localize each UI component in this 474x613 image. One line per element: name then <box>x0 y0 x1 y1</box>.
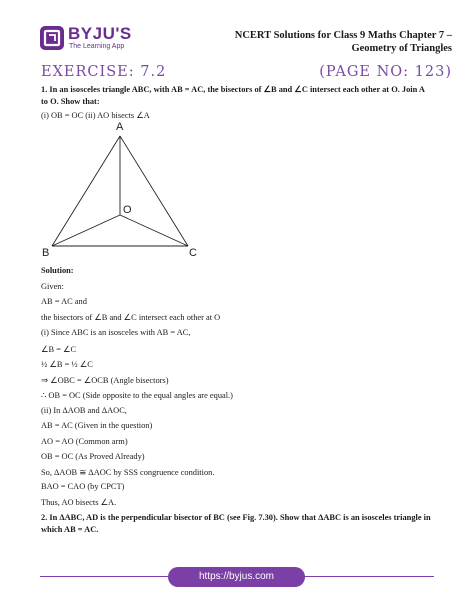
side-ac <box>120 136 188 246</box>
header-title-line2: Geometry of Triangles <box>351 43 452 54</box>
question-2-text: 2. In ΔABC, AD is the perpendicular bisector of BC (see Fig. 7.30). Show that ΔABC is an isosceles triangle in which AB = AC. <box>41 513 431 534</box>
solution-heading: Solution: <box>41 266 74 275</box>
header-title-line1: NCERT Solutions for Class 9 Maths Chapter 7 – <box>234 30 452 41</box>
solution-line: AB = AC and <box>41 297 87 306</box>
exercise-heading: EXERCISE: 7.2 <box>41 64 167 80</box>
triangle-diagram <box>38 118 218 260</box>
segment-co <box>120 215 188 246</box>
solution-line: AO = AO (Common arm) <box>41 437 128 446</box>
solution-line: ½ ∠B = ½ ∠C <box>41 360 93 369</box>
solution-line: ⇒ ∠OBC = ∠OCB (Angle bisectors) <box>41 376 169 385</box>
segment-bo <box>52 215 120 246</box>
solution-line: BAO = CAO (by CPCT) <box>41 482 125 491</box>
byjus-logo-icon <box>40 26 64 50</box>
solution-line: So, ΔAOB ≅ ΔAOC by SSS congruence condition. <box>41 468 215 477</box>
solution-line: OB = OC (As Proved Already) <box>41 452 145 461</box>
logo-tagline: The Learning App <box>69 43 125 50</box>
solution-line: ∴ OB = OC (Side opposite to the equal angles are equal.) <box>41 391 233 400</box>
document-header-title <box>212 29 452 55</box>
question-1-text: 1. In an isosceles triangle ABC, with AB = AC, the bisectors of ∠B and ∠C intersect each other at O. Join A to O. Show that: <box>41 85 425 106</box>
vertex-label-c: C <box>189 247 197 259</box>
point-label-o: O <box>123 204 132 216</box>
page-number-heading: (PAGE NO: 123) <box>319 64 452 80</box>
solution-line: Given: <box>41 282 64 291</box>
solution-line: Thus, AO bisects ∠A. <box>41 498 117 507</box>
byjus-logo <box>40 24 148 54</box>
triangle-figure <box>38 118 218 265</box>
question-1-parts: (i) OB = OC (ii) AO bisects ∠A <box>41 111 150 120</box>
solution-line: (i) Since ABC is an isosceles with AB = AC, <box>41 328 191 337</box>
logo-wordmark: BYJU'S <box>68 24 132 43</box>
side-ab <box>52 136 120 246</box>
solution-line: AB = AC (Given in the question) <box>41 421 153 430</box>
solution-line: the bisectors of ∠B and ∠C intersect each other at O <box>41 313 221 322</box>
solution-line: (ii) In ΔAOB and ΔAOC, <box>41 406 127 415</box>
vertex-label-a: A <box>116 121 124 133</box>
vertex-label-b: B <box>42 247 50 259</box>
footer-website-link[interactable]: https://byjus.com <box>168 567 305 587</box>
solution-line: ∠B = ∠C <box>41 345 77 354</box>
